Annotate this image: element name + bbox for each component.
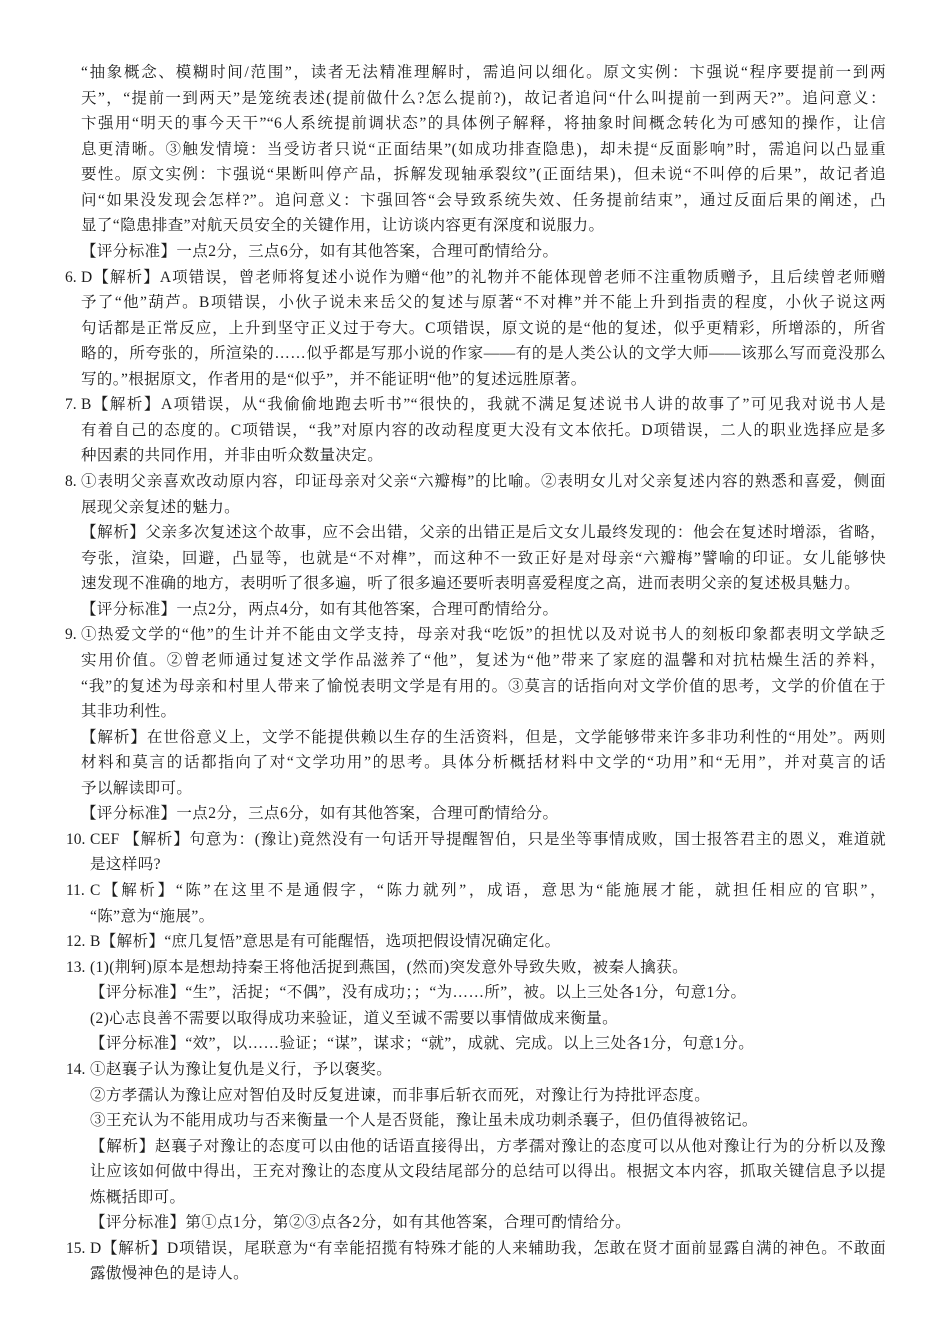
line-text: 露傲慢神色的是诗人。 xyxy=(90,1265,250,1283)
line-text: “抽象概念、模糊时间/范围”，读者无法精准理解时，需追问以细化。原文实例：卞强说“程序要提前一到两 xyxy=(81,64,886,81)
answer-line xyxy=(0,1108,886,1134)
item-number: 7. xyxy=(65,396,77,414)
item-number: 8. xyxy=(65,473,77,490)
scoring-criteria-line xyxy=(0,1210,886,1236)
answer-line xyxy=(0,341,886,367)
line-text: 要性。原文实例：卞强说“果断叫停产品，拆解发现轴承裂纹”(正面结果)，但未说“不叫停的后果”，故记者追 xyxy=(81,166,886,184)
answer-line xyxy=(0,265,886,291)
line-text: 【解析】赵襄子对豫让的态度可以由他的话语直接得出，方孝孺对豫让的态度可以从他对豫让行为的分析以及豫 xyxy=(90,1137,886,1155)
answer-line xyxy=(0,316,886,342)
scoring-criteria-line xyxy=(0,239,886,265)
analysis-line xyxy=(0,571,886,597)
answer-line xyxy=(0,878,886,904)
answer-line xyxy=(0,1261,886,1287)
answer-item-8 xyxy=(0,469,950,622)
answer-line xyxy=(0,367,886,393)
line-text: D【解析】A项错误，曾老师将复述小说作为赠“他”的礼物并不能体现曾老师不注重物质赠予，且后续曾老师赠 xyxy=(81,268,886,286)
line-text: 予以解读即可。 xyxy=(81,779,193,797)
answer-item-11 xyxy=(0,878,950,929)
line-text: 【评分标准】一点2分，三点6分，如有其他答案，合理可酌情给分。 xyxy=(81,242,559,260)
item-number: 10. xyxy=(66,830,86,848)
answer-item-12 xyxy=(0,929,950,955)
answer-item-14 xyxy=(0,1057,950,1236)
answer-line xyxy=(0,648,886,674)
answer-line xyxy=(0,827,886,853)
scoring-criteria-line xyxy=(0,801,886,827)
item-number: 13. xyxy=(66,958,86,976)
answer-line xyxy=(0,622,886,648)
analysis-line xyxy=(0,776,886,802)
answer-item-10 xyxy=(0,827,950,878)
scoring-criteria-line xyxy=(0,980,886,1006)
item-number: 11. xyxy=(66,882,85,899)
line-text: D【解析】D项错误，尾联意为“有幸能招揽有特殊才能的人来辅助我，怎敢在贤才面前显露自满的神色。不敢面 xyxy=(90,1239,886,1257)
answer-line xyxy=(0,213,886,239)
answer-line xyxy=(0,1006,886,1032)
line-text: 【评分标准】一点2分，两点4分，如有其他答案，合理可酌情给分。 xyxy=(81,600,559,618)
line-text: 息更清晰。③触发情境：当受访者只说“正面结果”(如成功排查隐患)，却未提“反面影响”时，需追问以凸显重 xyxy=(81,140,886,158)
line-text: ②方孝孺认为豫让应对智伯及时反复进谏，而非事后斩衣而死，对豫让行为持批评态度。 xyxy=(90,1086,711,1104)
line-text: ①赵襄子认为豫让复仇是义行，予以褒奖。 xyxy=(90,1060,393,1078)
answer-line xyxy=(0,469,886,495)
line-text: 天”，“提前一到两天”是笼统表述(提前做什么?怎么提前?)，故记者追问“什么叫提前一到两天?”。追问意义： xyxy=(81,89,886,107)
answer-line xyxy=(0,1057,886,1083)
line-text: 写的。”根据原文，作者用的是“似乎”，并不能证明“他”的复述远胜原著。 xyxy=(81,370,587,388)
line-text: 让应该如何做中得出，王充对豫让的态度从文段结尾部分的总结可以得出。根据文本内容，抓取关键信息予以提 xyxy=(90,1163,886,1181)
item-number: 9. xyxy=(65,626,77,644)
line-text: 予了“他”葫芦。B项错误，小伙子说未来岳父的复述与原著“不对榫”并不能上升到指责的程度，小伙子说这两 xyxy=(81,294,886,312)
line-text: 炼概括即可。 xyxy=(90,1188,186,1206)
answer-line xyxy=(0,929,886,955)
line-text: 问“如果没发现会怎样?”。追问意义：卞强回答“会导致系统失效、任务提前结束”，通过反面后果的阐述，凸 xyxy=(81,191,886,209)
answer-line xyxy=(0,699,886,725)
item-number: 6. xyxy=(65,268,77,286)
answer-line xyxy=(0,1236,886,1262)
line-text: 是这样吗? xyxy=(90,856,161,874)
answer-line xyxy=(0,904,886,930)
line-text: 【解析】父亲多次复述这个故事，应不会出错，父亲的出错正是后文女儿最终发现的：他会在复述时增添，省略， xyxy=(81,524,886,542)
line-text: 有着自己的态度的。C项错误，“我”对原内容的改动程度更大没有文本依托。D项错误，二人的职业选择应是多 xyxy=(81,421,886,439)
line-text: “陈”意为“施展”。 xyxy=(90,907,215,925)
analysis-line xyxy=(0,725,886,751)
answer-line xyxy=(0,290,886,316)
answer-line xyxy=(0,111,886,137)
line-text: 实用价值。②曾老师通过复述文学作品滋养了“他”，复述为“他”带来了家庭的温馨和对抗枯燥生活的养料， xyxy=(81,651,886,669)
line-text: 【评分标准】“生”，活捉；“不偶”，没有成功；；“为……所”，被。以上三处各1分，句意1分。 xyxy=(90,984,747,1002)
answer-item-9 xyxy=(0,622,950,827)
analysis-line xyxy=(0,750,886,776)
line-text: 材料和莫言的话都指向了对“文学功用”的思考。具体分析概括材料中文学的“功用”和“无用”，并对莫言的话 xyxy=(81,754,886,772)
line-text: B【解析】“庶几复悟”意思是有可能醒悟，选项把假设情况确定化。 xyxy=(90,933,561,951)
line-text: 显了“隐患排查”对航天员安全的关键作用，让访谈内容更有深度和说服力。 xyxy=(81,217,605,235)
line-text: 速发现不准确的地方，表明听了很多遍，听了很多遍还要听表明喜爱程度之高，进而表明父亲的复述极具魅力。 xyxy=(81,575,861,593)
answer-line xyxy=(0,1083,886,1109)
answer-line xyxy=(0,674,886,700)
answer-line xyxy=(0,86,886,112)
item-number: 15. xyxy=(66,1239,86,1257)
analysis-line xyxy=(0,1159,886,1185)
analysis-line xyxy=(0,546,886,572)
answer-item-15 xyxy=(0,1236,950,1287)
answer-line xyxy=(0,137,886,163)
answer-line xyxy=(0,418,886,444)
analysis-line xyxy=(0,1185,886,1211)
answer-line xyxy=(0,852,886,878)
answer-line xyxy=(0,162,886,188)
analysis-line xyxy=(0,1134,886,1160)
line-text: (1)(荆轲)原本是想劫持秦王将他活捉到燕国，(然而)突发意外导致失败，被秦人擒获。 xyxy=(90,958,689,976)
answer-item-6 xyxy=(0,265,950,393)
analysis-line xyxy=(0,520,886,546)
line-text: 【评分标准】第①点1分，第②③点各2分，如有其他答案，合理可酌情给分。 xyxy=(90,1214,632,1232)
scoring-criteria-line xyxy=(0,1031,886,1057)
line-text: ①热爱文学的“他”的生计并不能由文学支持，母亲对我“吃饭”的担忧以及对说书人的刻板印象都表明文学缺乏 xyxy=(81,626,886,644)
answer-line xyxy=(0,443,886,469)
answer-line xyxy=(0,495,886,521)
answer-item-5-continued xyxy=(0,60,950,265)
answer-line xyxy=(0,188,886,214)
line-text: C【解析】“陈”在这里不是通假字，“陈力就列”，成语，意思为“能施展才能，就担任相应的官职”， xyxy=(90,882,886,899)
line-text: 夸张，渲染，回避，凸显等，也就是“不对榫”，而这种不一致正好是对母亲“六瓣梅”譬喻的印证。女儿能够快 xyxy=(81,549,886,567)
line-text: 卞强用“明天的事今天干”“6人系统提前调状态”的具体例子解释，将抽象时间概念转化为可感知的操作，让信 xyxy=(81,115,886,133)
line-text: 【评分标准】一点2分，三点6分，如有其他答案，合理可酌情给分。 xyxy=(81,805,559,823)
line-text: 展现父亲复述的魅力。 xyxy=(81,498,241,516)
scoring-criteria-line xyxy=(0,597,886,623)
line-text: 其非功利性。 xyxy=(81,703,177,721)
answer-line xyxy=(0,392,886,418)
answer-item-13 xyxy=(0,955,950,1057)
answer-line xyxy=(0,955,886,981)
item-number: 12. xyxy=(66,933,86,951)
line-text: 句话都是正常反应，上升到坚守正义过于夸大。C项错误，原文说的是“他的复述，似乎更精彩，所增添的，所省 xyxy=(81,319,886,337)
answer-line xyxy=(0,60,886,86)
line-text: 略的，所夸张的，所渲染的……似乎都是写那小说的作家——有的是人类公认的文学大师——该那么写而竟没那么 xyxy=(81,345,886,363)
line-text: CEF 【解析】句意为：(豫让)竟然没有一句话开导提醒智伯，只是坐等事情成败，国士报答君主的恩义，难道就 xyxy=(90,830,886,848)
line-text: ③王充认为不能用成功与否来衡量一个人是否贤能，豫让虽未成功刺杀襄子，但仍值得被铭记。 xyxy=(90,1112,758,1130)
answer-item-7 xyxy=(0,392,950,469)
line-text: 种因素的共同作用，并非由听众数量决定。 xyxy=(81,447,384,465)
line-text: 【评分标准】“效”，以……验证；“谋”，谋求；“就”，成就、完成。以上三处各1分，句意1分。 xyxy=(90,1035,755,1053)
line-text: 【解析】在世俗意义上，文学不能提供赖以生存的生活资料，但是，文学能够带来许多非功利性的“用处”。两则 xyxy=(81,728,886,746)
line-text: B【解析】A项错误，从“我偷偷地跑去听书”“很快的，我就不满足复述说书人讲的故事了”可见我对说书人是 xyxy=(81,396,886,414)
line-text: (2)心志良善不需要以取得成功来验证，道义至诚不需要以事情做成来衡量。 xyxy=(90,1009,619,1027)
item-number: 14. xyxy=(66,1060,86,1078)
line-text: ①表明父亲喜欢改动原内容，印证母亲对父亲“六瓣梅”的比喻。②表明女儿对父亲复述内容的熟悉和喜爱，侧面 xyxy=(81,473,886,490)
line-text: “我”的复述为母亲和村里人带来了愉悦表明文学是有用的。③莫言的话指向对文学价值的思考，文学的价值在于 xyxy=(81,677,886,695)
